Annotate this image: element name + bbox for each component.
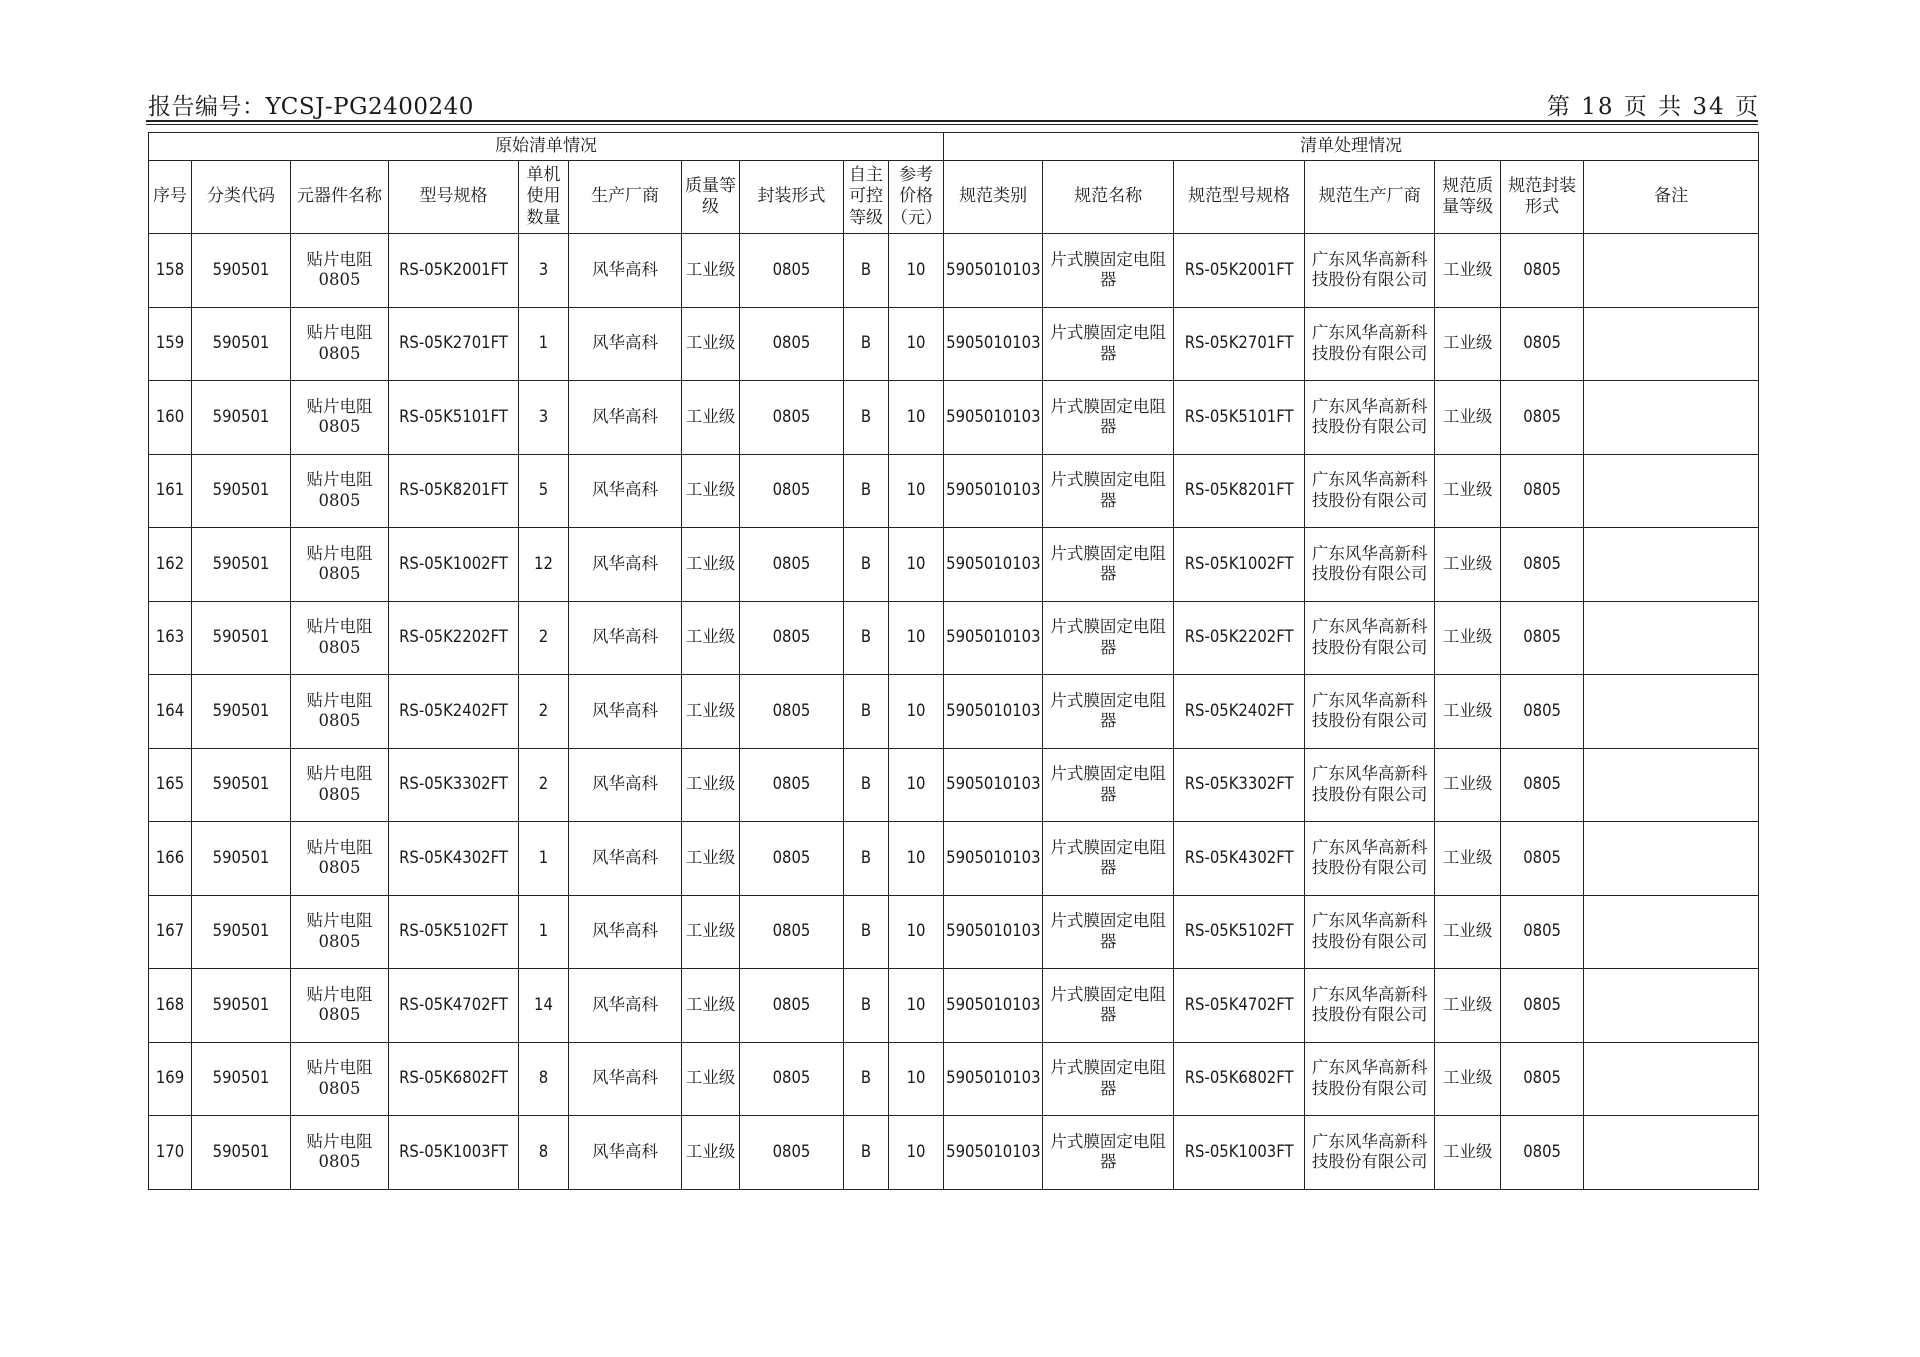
- table-cell: 贴片电阻0805: [291, 1116, 389, 1190]
- table-cell: 10: [889, 454, 944, 528]
- table-cell: 0805: [740, 307, 844, 381]
- table-cell: B: [844, 1042, 889, 1116]
- table-cell: 工业级: [1435, 969, 1501, 1043]
- table-cell: [1584, 454, 1759, 528]
- column-header: 规范质量等级: [1435, 161, 1501, 234]
- table-cell: B: [844, 675, 889, 749]
- table-cell: 10: [889, 822, 944, 896]
- table-cell: 590501: [192, 1116, 291, 1190]
- table-cell: 风华高科: [569, 454, 682, 528]
- table-cell: 590501: [192, 307, 291, 381]
- table-cell: 10: [889, 895, 944, 969]
- table-cell: 广东风华高新科技股份有限公司: [1305, 454, 1435, 528]
- column-header: 规范类别: [944, 161, 1043, 234]
- table-cell: 3: [519, 381, 569, 455]
- table-cell: 工业级: [682, 895, 740, 969]
- table-cell: RS-05K1003FT: [1174, 1116, 1305, 1190]
- table-cell: 168: [149, 969, 192, 1043]
- table-cell: 风华高科: [569, 748, 682, 822]
- table-row: [149, 969, 1759, 1043]
- table-cell: 风华高科: [569, 969, 682, 1043]
- table-cell: 0805: [740, 234, 844, 308]
- table-cell: 工业级: [1435, 454, 1501, 528]
- table-cell: 162: [149, 528, 192, 602]
- table-cell: 5905010103: [944, 895, 1043, 969]
- table-row: [149, 307, 1759, 381]
- table-cell: B: [844, 601, 889, 675]
- table-cell: 165: [149, 748, 192, 822]
- table-cell: 10: [889, 528, 944, 602]
- table-cell: 贴片电阻0805: [291, 601, 389, 675]
- table-cell: 片式膜固定电阻器: [1043, 748, 1174, 822]
- table-cell: 贴片电阻0805: [291, 969, 389, 1043]
- table-row: [149, 675, 1759, 749]
- table-cell: 广东风华高新科技股份有限公司: [1305, 748, 1435, 822]
- table-cell: 12: [519, 528, 569, 602]
- table-cell: 0805: [740, 601, 844, 675]
- table-cell: 10: [889, 1042, 944, 1116]
- table-cell: 片式膜固定电阻器: [1043, 895, 1174, 969]
- table-row: [149, 234, 1759, 308]
- table-cell: 0805: [1501, 1116, 1584, 1190]
- header-divider: [146, 120, 1758, 125]
- table-row: [149, 454, 1759, 528]
- table-cell: 1: [519, 307, 569, 381]
- table-cell: [1584, 895, 1759, 969]
- table-cell: [1584, 307, 1759, 381]
- table-cell: 广东风华高新科技股份有限公司: [1305, 969, 1435, 1043]
- table-cell: 贴片电阻0805: [291, 307, 389, 381]
- table-cell: 工业级: [1435, 234, 1501, 308]
- column-header: 封装形式: [740, 161, 844, 234]
- table-cell: [1584, 234, 1759, 308]
- table-cell: B: [844, 1116, 889, 1190]
- table-cell: 工业级: [1435, 822, 1501, 896]
- table-cell: 5905010103: [944, 822, 1043, 896]
- table-cell: 工业级: [682, 381, 740, 455]
- table-cell: 5905010103: [944, 1116, 1043, 1190]
- table-cell: RS-05K1002FT: [389, 528, 519, 602]
- table-cell: RS-05K4702FT: [1174, 969, 1305, 1043]
- table-cell: RS-05K5101FT: [1174, 381, 1305, 455]
- table-cell: 工业级: [682, 454, 740, 528]
- table-cell: RS-05K8201FT: [1174, 454, 1305, 528]
- table-cell: 广东风华高新科技股份有限公司: [1305, 675, 1435, 749]
- table-cell: 590501: [192, 675, 291, 749]
- table-row: [149, 822, 1759, 896]
- table-cell: 片式膜固定电阻器: [1043, 381, 1174, 455]
- table-cell: 0805: [1501, 528, 1584, 602]
- table-cell: RS-05K4302FT: [389, 822, 519, 896]
- table-cell: RS-05K1002FT: [1174, 528, 1305, 602]
- table-cell: 工业级: [1435, 748, 1501, 822]
- table-cell: RS-05K8201FT: [389, 454, 519, 528]
- table-cell: 工业级: [682, 1042, 740, 1116]
- table-cell: 工业级: [682, 307, 740, 381]
- table-cell: RS-05K3302FT: [1174, 748, 1305, 822]
- table-cell: 5905010103: [944, 381, 1043, 455]
- table-cell: 广东风华高新科技股份有限公司: [1305, 895, 1435, 969]
- column-header: 元器件名称: [291, 161, 389, 234]
- table-cell: 工业级: [682, 234, 740, 308]
- column-header: 规范型号规格: [1174, 161, 1305, 234]
- table-cell: RS-05K5101FT: [389, 381, 519, 455]
- table-cell: [1584, 1042, 1759, 1116]
- table-cell: 1: [519, 895, 569, 969]
- table-cell: 工业级: [1435, 601, 1501, 675]
- table-cell: RS-05K4702FT: [389, 969, 519, 1043]
- table-cell: 广东风华高新科技股份有限公司: [1305, 381, 1435, 455]
- column-header-row: [149, 161, 1759, 234]
- table-cell: 贴片电阻0805: [291, 234, 389, 308]
- table-cell: 贴片电阻0805: [291, 675, 389, 749]
- table-cell: 590501: [192, 748, 291, 822]
- table-cell: 贴片电阻0805: [291, 748, 389, 822]
- table-cell: B: [844, 969, 889, 1043]
- table-cell: 5905010103: [944, 234, 1043, 308]
- table-row: [149, 1116, 1759, 1190]
- table-cell: 164: [149, 675, 192, 749]
- table-cell: 片式膜固定电阻器: [1043, 675, 1174, 749]
- table-cell: RS-05K2202FT: [389, 601, 519, 675]
- table-cell: 0805: [1501, 1042, 1584, 1116]
- table-cell: 贴片电阻0805: [291, 822, 389, 896]
- table-cell: 工业级: [1435, 675, 1501, 749]
- table-cell: 0805: [1501, 234, 1584, 308]
- table-cell: [1584, 601, 1759, 675]
- table-cell: 2: [519, 748, 569, 822]
- table-cell: RS-05K4302FT: [1174, 822, 1305, 896]
- table-cell: 10: [889, 675, 944, 749]
- table-cell: 590501: [192, 969, 291, 1043]
- table-cell: 160: [149, 381, 192, 455]
- table-cell: RS-05K2701FT: [389, 307, 519, 381]
- table-cell: 0805: [1501, 675, 1584, 749]
- table-cell: 风华高科: [569, 601, 682, 675]
- table-cell: 工业级: [682, 822, 740, 896]
- table-cell: 590501: [192, 528, 291, 602]
- table-cell: 广东风华高新科技股份有限公司: [1305, 528, 1435, 602]
- table-cell: 贴片电阻0805: [291, 895, 389, 969]
- table-cell: 590501: [192, 822, 291, 896]
- column-header: 自主可控等级: [844, 161, 889, 234]
- table-body: [149, 234, 1759, 1190]
- table-cell: 0805: [740, 528, 844, 602]
- table-cell: 5905010103: [944, 969, 1043, 1043]
- table-cell: [1584, 969, 1759, 1043]
- table-row: [149, 748, 1759, 822]
- table-cell: 工业级: [1435, 307, 1501, 381]
- table-cell: 风华高科: [569, 895, 682, 969]
- column-header: 单机使用数量: [519, 161, 569, 234]
- table-cell: 5905010103: [944, 528, 1043, 602]
- table-cell: RS-05K6802FT: [389, 1042, 519, 1116]
- table-cell: 170: [149, 1116, 192, 1190]
- table-cell: 0805: [1501, 748, 1584, 822]
- table-cell: 1: [519, 822, 569, 896]
- table-cell: [1584, 675, 1759, 749]
- table-cell: 工业级: [682, 969, 740, 1043]
- table-cell: RS-05K2001FT: [1174, 234, 1305, 308]
- table-cell: 590501: [192, 234, 291, 308]
- table-cell: 5905010103: [944, 1042, 1043, 1116]
- table-cell: B: [844, 307, 889, 381]
- table-cell: 片式膜固定电阻器: [1043, 454, 1174, 528]
- report-number: 报告编号：YCSJ-PG2400240: [148, 94, 474, 120]
- table-cell: 0805: [740, 381, 844, 455]
- table-cell: 广东风华高新科技股份有限公司: [1305, 1116, 1435, 1190]
- column-header: 规范生产厂商: [1305, 161, 1435, 234]
- table-cell: 片式膜固定电阻器: [1043, 307, 1174, 381]
- table-cell: 0805: [740, 675, 844, 749]
- table-cell: B: [844, 454, 889, 528]
- column-header: 生产厂商: [569, 161, 682, 234]
- table-cell: 5905010103: [944, 675, 1043, 749]
- column-header: 参考价格（元）: [889, 161, 944, 234]
- table-cell: 片式膜固定电阻器: [1043, 234, 1174, 308]
- table-cell: RS-05K5102FT: [389, 895, 519, 969]
- table-cell: 0805: [740, 1042, 844, 1116]
- table-row: [149, 1042, 1759, 1116]
- table-cell: 166: [149, 822, 192, 896]
- column-header: 规范名称: [1043, 161, 1174, 234]
- table-cell: 590501: [192, 1042, 291, 1116]
- table-cell: 片式膜固定电阻器: [1043, 1042, 1174, 1116]
- table-cell: 590501: [192, 601, 291, 675]
- table-cell: 590501: [192, 381, 291, 455]
- table-cell: [1584, 748, 1759, 822]
- table-cell: 159: [149, 307, 192, 381]
- table-cell: 0805: [740, 454, 844, 528]
- table-cell: 0805: [1501, 307, 1584, 381]
- table-cell: 5905010103: [944, 454, 1043, 528]
- table-cell: 10: [889, 234, 944, 308]
- table-cell: 0805: [1501, 822, 1584, 896]
- table-cell: 5: [519, 454, 569, 528]
- table-cell: 10: [889, 1116, 944, 1190]
- table-cell: RS-05K5102FT: [1174, 895, 1305, 969]
- table-cell: 工业级: [1435, 528, 1501, 602]
- table-cell: 169: [149, 1042, 192, 1116]
- table-cell: RS-05K2402FT: [1174, 675, 1305, 749]
- table-cell: 8: [519, 1042, 569, 1116]
- table-cell: RS-05K3302FT: [389, 748, 519, 822]
- table-cell: 10: [889, 969, 944, 1043]
- table-cell: 2: [519, 601, 569, 675]
- table-cell: 工业级: [682, 748, 740, 822]
- table-cell: 风华高科: [569, 1116, 682, 1190]
- table-row: [149, 895, 1759, 969]
- table-cell: B: [844, 822, 889, 896]
- table-cell: 167: [149, 895, 192, 969]
- table-cell: 590501: [192, 895, 291, 969]
- table-cell: 广东风华高新科技股份有限公司: [1305, 307, 1435, 381]
- column-header: 质量等级: [682, 161, 740, 234]
- table-row: [149, 528, 1759, 602]
- table-cell: 工业级: [1435, 1116, 1501, 1190]
- table-cell: RS-05K2402FT: [389, 675, 519, 749]
- table-cell: 风华高科: [569, 675, 682, 749]
- table-cell: 风华高科: [569, 1042, 682, 1116]
- table-cell: RS-05K1003FT: [389, 1116, 519, 1190]
- table-cell: 0805: [740, 1116, 844, 1190]
- table-row: [149, 601, 1759, 675]
- table-cell: 10: [889, 307, 944, 381]
- table-cell: B: [844, 234, 889, 308]
- table-cell: 工业级: [682, 528, 740, 602]
- table-cell: 广东风华高新科技股份有限公司: [1305, 601, 1435, 675]
- table-cell: 5905010103: [944, 601, 1043, 675]
- table-cell: [1584, 822, 1759, 896]
- table-row: [149, 381, 1759, 455]
- table-cell: 片式膜固定电阻器: [1043, 528, 1174, 602]
- table-cell: 工业级: [682, 601, 740, 675]
- group-header-processing: 清单处理情况: [944, 133, 1759, 161]
- table-cell: 161: [149, 454, 192, 528]
- table-cell: 风华高科: [569, 528, 682, 602]
- column-header: 分类代码: [192, 161, 291, 234]
- column-header: 备注: [1584, 161, 1759, 234]
- table-cell: B: [844, 528, 889, 602]
- column-header: 规范封装形式: [1501, 161, 1584, 234]
- table-cell: 0805: [740, 895, 844, 969]
- table-cell: 工业级: [682, 1116, 740, 1190]
- component-list-table: [148, 132, 1759, 1190]
- table-cell: 广东风华高新科技股份有限公司: [1305, 1042, 1435, 1116]
- column-header: 型号规格: [389, 161, 519, 234]
- table-cell: 0805: [740, 969, 844, 1043]
- table-cell: 5905010103: [944, 748, 1043, 822]
- table-cell: 广东风华高新科技股份有限公司: [1305, 234, 1435, 308]
- table-cell: 工业级: [682, 675, 740, 749]
- table-cell: RS-05K6802FT: [1174, 1042, 1305, 1116]
- table-cell: [1584, 1116, 1759, 1190]
- table-cell: 590501: [192, 454, 291, 528]
- table-cell: 片式膜固定电阻器: [1043, 601, 1174, 675]
- table-cell: 3: [519, 234, 569, 308]
- table-cell: 工业级: [1435, 381, 1501, 455]
- table-cell: 10: [889, 381, 944, 455]
- table-cell: 风华高科: [569, 234, 682, 308]
- table-cell: 10: [889, 748, 944, 822]
- table-cell: 贴片电阻0805: [291, 1042, 389, 1116]
- table-cell: 0805: [1501, 601, 1584, 675]
- table-cell: 8: [519, 1116, 569, 1190]
- table-cell: 风华高科: [569, 381, 682, 455]
- table-cell: B: [844, 381, 889, 455]
- table-cell: 贴片电阻0805: [291, 454, 389, 528]
- table-cell: [1584, 381, 1759, 455]
- table-cell: 0805: [1501, 454, 1584, 528]
- table-cell: 风华高科: [569, 822, 682, 896]
- table-cell: 片式膜固定电阻器: [1043, 1116, 1174, 1190]
- table-cell: 0805: [1501, 381, 1584, 455]
- table-cell: 2: [519, 675, 569, 749]
- table-cell: 14: [519, 969, 569, 1043]
- table-cell: 广东风华高新科技股份有限公司: [1305, 822, 1435, 896]
- table-cell: RS-05K2202FT: [1174, 601, 1305, 675]
- table-cell: 工业级: [1435, 1042, 1501, 1116]
- table-cell: 158: [149, 234, 192, 308]
- table-cell: 0805: [1501, 895, 1584, 969]
- table-cell: [1584, 528, 1759, 602]
- table-cell: 5905010103: [944, 307, 1043, 381]
- table-cell: 贴片电阻0805: [291, 528, 389, 602]
- table-cell: 0805: [740, 822, 844, 896]
- table-cell: B: [844, 895, 889, 969]
- page-indicator: 第 18 页 共 34 页: [1546, 94, 1760, 120]
- table-cell: 风华高科: [569, 307, 682, 381]
- table-cell: B: [844, 748, 889, 822]
- table-cell: 10: [889, 601, 944, 675]
- table-cell: RS-05K2001FT: [389, 234, 519, 308]
- table-cell: 贴片电阻0805: [291, 381, 389, 455]
- table-cell: 0805: [1501, 969, 1584, 1043]
- group-header-row: [149, 133, 1759, 161]
- table-cell: 工业级: [1435, 895, 1501, 969]
- table-cell: 片式膜固定电阻器: [1043, 822, 1174, 896]
- table-cell: 片式膜固定电阻器: [1043, 969, 1174, 1043]
- column-header: 序号: [149, 161, 192, 234]
- table-cell: 163: [149, 601, 192, 675]
- table-cell: RS-05K2701FT: [1174, 307, 1305, 381]
- table-cell: 0805: [740, 748, 844, 822]
- group-header-original: 原始清单情况: [149, 133, 944, 161]
